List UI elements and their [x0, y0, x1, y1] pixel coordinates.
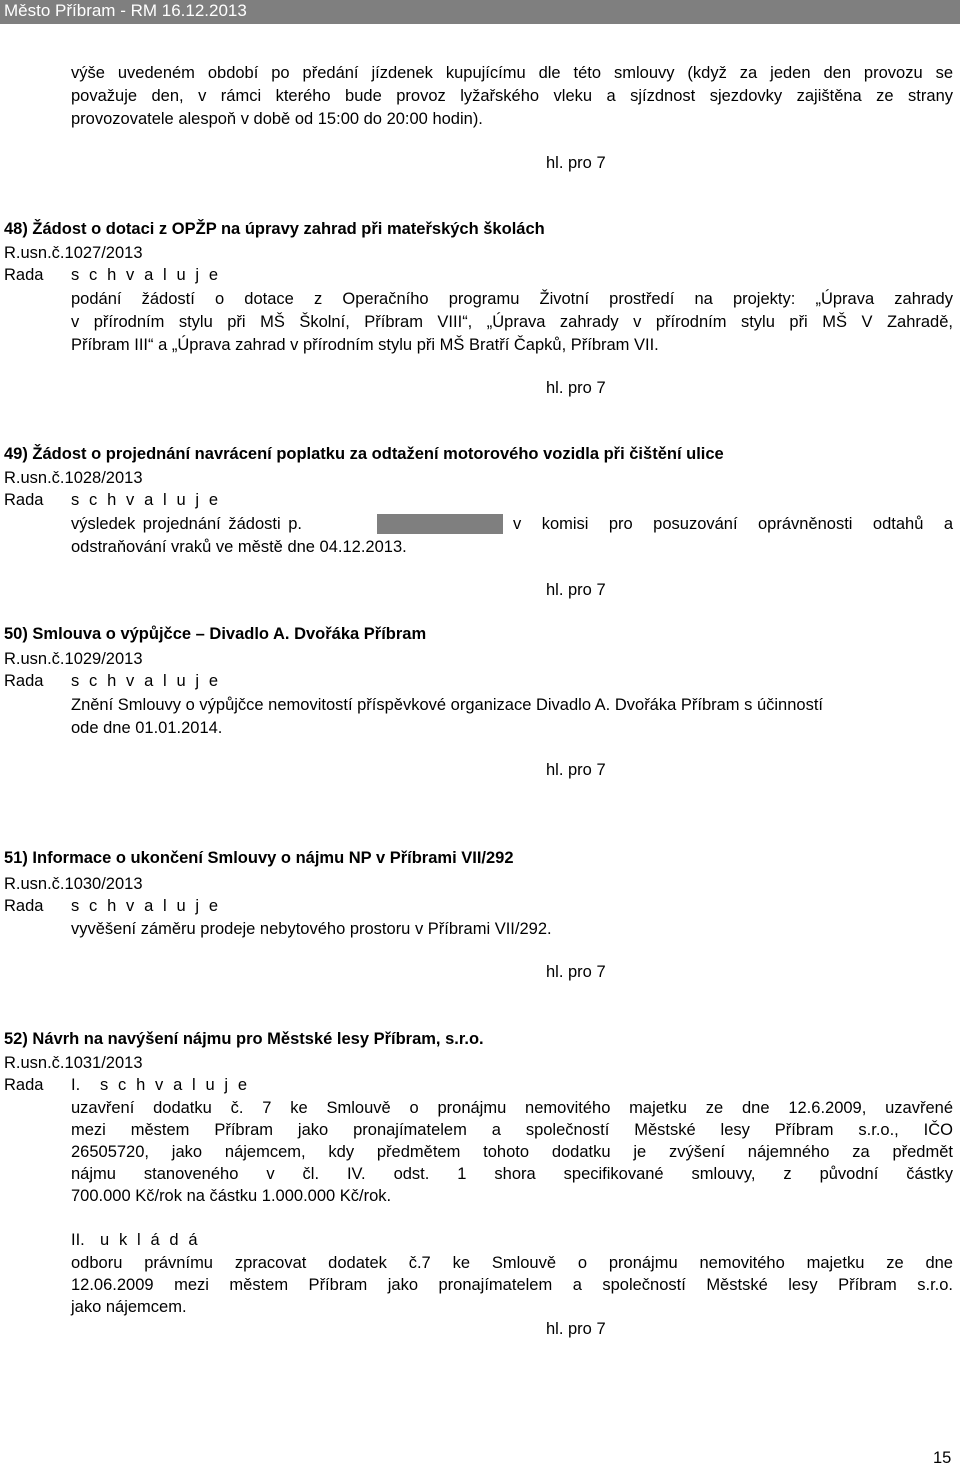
- section-51-rada: Rada: [4, 897, 44, 915]
- section-48-verb: s c h v a l u j e: [71, 266, 221, 284]
- section-49-rada: Rada: [4, 491, 44, 509]
- section-52-resolution-number: R.usn.č.1031/2013: [4, 1054, 143, 1072]
- section-52-verb: s c h v a l u j e: [100, 1076, 250, 1094]
- vote-intro: hl. pro 7: [546, 154, 606, 172]
- section-48-line-2: v přírodním stylu při MŠ Školní, Příbram VIII“, „Úprava zahrady v přírodním stylu při MŠ V Zahradě,: [71, 313, 953, 331]
- section-52-p1-line-4: nájmu stanoveného v čl. IV. odst. 1 shora specifikované smlouvy, z původní částky: [71, 1165, 953, 1183]
- section-51-heading: 51) Informace o ukončení Smlouvy o nájmu NP v Příbrami VII/292: [4, 849, 514, 867]
- section-49-verb: s c h v a l u j e: [71, 491, 221, 509]
- section-51-line-1: vyvěšení záměru prodeje nebytového prostoru v Příbrami VII/292.: [71, 920, 552, 938]
- section-52-verb-2: u k l á d á: [100, 1231, 201, 1249]
- intro-line-3: provozovatele alespoň v době od 15:00 do 20:00 hodin).: [71, 110, 483, 128]
- vote-48: hl. pro 7: [546, 379, 606, 397]
- section-50-rada: Rada: [4, 672, 44, 690]
- section-49-line-1a: výsledek projednání žádosti p.: [71, 515, 302, 533]
- section-52-p2-line-2: 12.06.2009 mezi městem Příbram jako pronajímatelem a společností Městské lesy Příbram s.r.o.: [71, 1276, 953, 1294]
- page-header: [0, 0, 960, 24]
- section-52-roman-2: II.: [71, 1231, 85, 1249]
- section-50-heading: 50) Smlouva o výpůjčce – Divadlo A. Dvořáka Příbram: [4, 625, 427, 643]
- section-52-rada: Rada: [4, 1076, 44, 1094]
- vote-52: hl. pro 7: [546, 1320, 606, 1338]
- page-number: 15: [933, 1449, 952, 1467]
- section-49-heading: 49) Žádost o projednání navrácení poplatku za odtažení motorového vozidla při čištění ulice: [4, 445, 724, 463]
- section-51-resolution-number: R.usn.č.1030/2013: [4, 875, 143, 893]
- section-52-heading: 52) Návrh na navýšení nájmu pro Městské lesy Příbram, s.r.o.: [4, 1030, 484, 1048]
- section-49-resolution-number: R.usn.č.1028/2013: [4, 469, 143, 487]
- section-48-resolution-number: R.usn.č.1027/2013: [4, 244, 143, 262]
- section-48-line-3: Příbram III“ a „Úprava zahrad v přírodním stylu při MŠ Bratří Čapků, Příbram VII.: [71, 336, 659, 354]
- vote-49: hl. pro 7: [546, 581, 606, 599]
- section-49-line-1b: v komisi pro posuzování oprávněnosti odtahů a: [513, 515, 953, 533]
- intro-line-1: výše uvedeném období po předání jízdenek kupujícímu dle této smlouvy (když za jeden den provozu se: [71, 64, 953, 82]
- section-48-rada: Rada: [4, 266, 44, 284]
- section-50-resolution-number: R.usn.č.1029/2013: [4, 650, 143, 668]
- section-48-heading: 48) Žádost o dotaci z OPŽP na úpravy zahrad při mateřských školách: [4, 220, 545, 238]
- section-48-line-1: podání žádostí o dotace z Operačního programu Životní prostředí na projekty: „Úprava zahrady: [71, 290, 953, 308]
- section-52-p1-line-5: 700.000 Kč/rok na částku 1.000.000 Kč/rok.: [71, 1187, 392, 1205]
- section-51-verb: s c h v a l u j e: [71, 897, 221, 915]
- header-title: Město Příbram - RM 16.12.2013: [4, 1, 247, 20]
- section-52-p1-line-2: mezi městem Příbram jako pronajímatelem a společností Městské lesy Příbram s.r.o., IČO: [71, 1121, 953, 1139]
- vote-51: hl. pro 7: [546, 963, 606, 981]
- section-50-line-2: ode dne 01.01.2014.: [71, 719, 223, 737]
- section-49-line-2: odstraňování vraků ve městě dne 04.12.2013.: [71, 538, 407, 556]
- vote-50: hl. pro 7: [546, 761, 606, 779]
- section-52-p2-line-3: jako nájemcem.: [71, 1298, 187, 1316]
- section-52-p1-line-1: uzavření dodatku č. 7 ke Smlouvě o pronájmu nemovitého majetku ze dne 12.6.2009, uzavřené: [71, 1099, 953, 1117]
- section-50-line-1: Znění Smlouvy o výpůjčce nemovitostí příspěvkové organizace Divadlo A. Dvořáka Příbram s účinností: [71, 696, 824, 714]
- intro-line-2: považuje den, v rámci kterého bude provoz lyžařského vleku a sjízdnost sjezdovky zajištěna ze strany: [71, 87, 953, 105]
- section-52-roman-1: I.: [71, 1076, 81, 1094]
- redacted-name: [377, 514, 503, 534]
- section-52-p2-line-1: odboru právnímu zpracovat dodatek č.7 ke Smlouvě o pronájmu nemovitého majetku ze dne: [71, 1254, 953, 1272]
- section-52-p1-line-3: 26505720, jako nájemcem, kdy předmětem tohoto dodatku je zvýšení nájemného za předmět: [71, 1143, 953, 1161]
- section-50-verb: s c h v a l u j e: [71, 672, 221, 690]
